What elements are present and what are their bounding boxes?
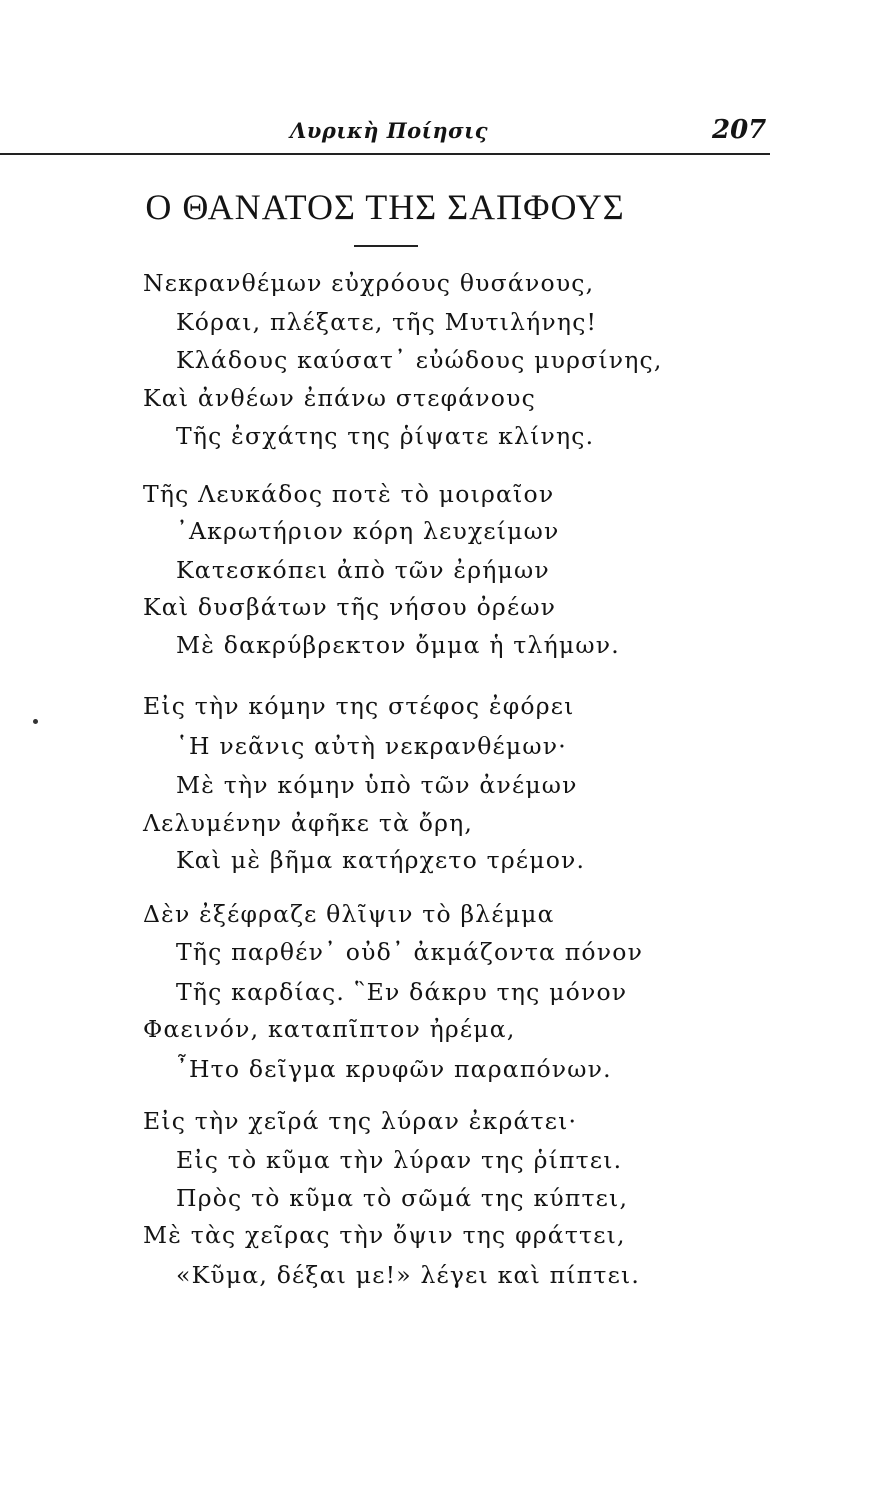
poem-line: ῏Ητο δεῖγμα κρυφῶν παραπόνων.: [176, 1055, 612, 1083]
margin-mark: [33, 719, 38, 724]
header-rule: [0, 153, 770, 155]
poem-line: ῾Η νεᾶνις αὐτὴ νεκρανθέμων·: [176, 732, 567, 760]
poem-line: Τῆς καρδίας. ῝Εν δάκρυ της μόνον: [176, 978, 628, 1006]
poem-line: Εἰς τὴν κόμην της στέφος ἐφόρει: [143, 692, 575, 720]
poem-title: Ο ΘΑΝΑΤΟΣ ΤΗΣ ΣΑΠΦΟΥΣ: [145, 187, 625, 227]
running-head: Λυρικὴ Ποίησις: [290, 118, 489, 143]
poem-line: Τῆς ἐσχάτης της ῥίψατε κλίνης.: [176, 422, 595, 450]
poem-line: Κατεσκόπει ἀπὸ τῶν ἐρήμων: [176, 556, 550, 584]
poem-line: Κλάδους καύσατ᾽ εὐώδους μυρσίνης,: [176, 346, 663, 374]
poem-line: Πρὸς τὸ κῦμα τὸ σῶμά της κύπτει,: [176, 1184, 629, 1212]
title-rule: [354, 245, 418, 247]
page-number: 207: [712, 115, 767, 145]
poem-line: ᾽Ακρωτήριον κόρη λευχείμων: [176, 517, 560, 545]
poem-line: Νεκρανθέμων εὐχρόους θυσάνους,: [143, 269, 595, 297]
poem-line: Δὲν ἐξέφραζε θλῖψιν τὸ βλέμμα: [143, 900, 555, 928]
poem-line: Εἰς τὸ κῦμα τὴν λύραν της ῥίπτει.: [176, 1146, 623, 1174]
poem-line: Καὶ μὲ βῆμα κατήρχετο τρέμον.: [176, 846, 586, 874]
poem-line: Φαεινόν, καταπῖπτον ἠρέμα,: [143, 1015, 516, 1043]
poem-line: Λελυμένην ἀφῆκε τὰ ὄρη,: [143, 809, 474, 837]
poem-line: Κόραι, πλέξατε, τῆς Μυτιλήνης!: [176, 308, 598, 336]
poem-line: Καὶ ἀνθέων ἐπάνω στεφάνους: [143, 384, 536, 412]
poem-line: Καὶ δυσβάτων τῆς νήσου ὀρέων: [143, 593, 557, 621]
poem-line: Τῆς παρθέν᾽ οὐδ᾽ ἀκμάζοντα πόνον: [176, 938, 644, 966]
poem-line: Μὲ τὴν κόμην ὑπὸ τῶν ἀνέμων: [176, 771, 578, 799]
poem-line: Τῆς Λευκάδος ποτὲ τὸ μοιραῖον: [143, 480, 555, 508]
poem-line: Μὲ τὰς χεῖρας τὴν ὄψιν της φράττει,: [143, 1221, 626, 1249]
poem-line: Εἰς τὴν χεῖρά της λύραν ἐκράτει·: [143, 1107, 578, 1135]
poem-line: Μὲ δακρύβρεκτον ὄμμα ἡ τλήμων.: [176, 631, 620, 659]
poem-line: «Κῦμα, δέξαι με!» λέγει καὶ πίπτει.: [176, 1261, 641, 1289]
